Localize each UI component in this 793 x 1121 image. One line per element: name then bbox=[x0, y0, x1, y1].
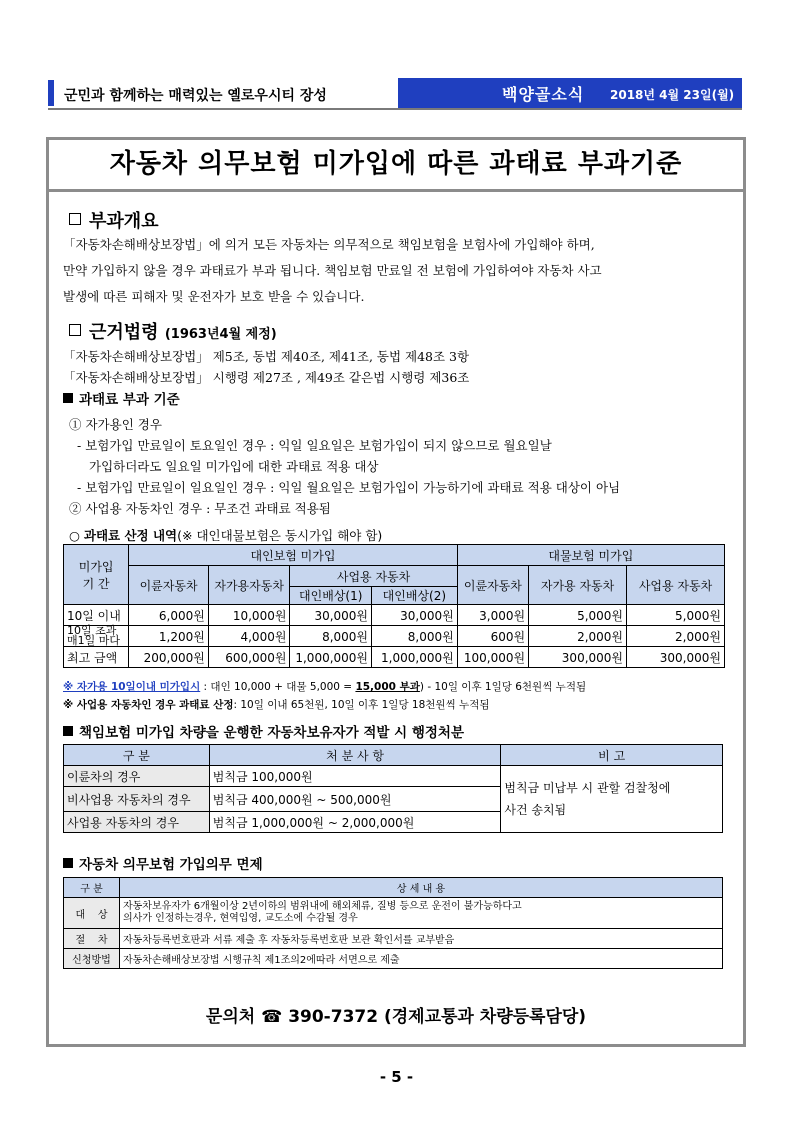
section-law-heading: 근거법령 (1963년4월 제정) bbox=[69, 318, 277, 344]
square-bullet-icon bbox=[69, 324, 81, 336]
penalty-col-type: 구 분 bbox=[64, 745, 210, 766]
newsletter-header bbox=[48, 78, 742, 110]
daein-2-header: 대인배상(2) bbox=[372, 587, 458, 605]
table-row: 이륜차의 경우 범칙금 100,000원 범칙금 미납부 시 관할 검찰청에 사건 송치됨 bbox=[64, 766, 723, 787]
bike-header: 이륜자동차 bbox=[129, 566, 209, 605]
fee-criteria-heading: 과태료 부과 기준 bbox=[63, 388, 180, 408]
table-row: 비사업용 자동차의 경우 범칙금 400,000원 ~ 500,000원 bbox=[64, 787, 723, 812]
section-overview-heading: 부과개요 bbox=[69, 207, 159, 233]
exemption-col-detail: 상 세 내 용 bbox=[119, 878, 722, 898]
business-header: 사업용 자동차 bbox=[290, 566, 457, 587]
header-accent-bar bbox=[48, 80, 54, 106]
penalty-col-action: 처 분 사 항 bbox=[209, 745, 501, 766]
square-bullet-icon bbox=[69, 213, 81, 225]
section-law-text: 「자동차손해배상보장법」 제5조, 동법 제40조, 제41조, 동법 제48조 3항 「자동차손해배상보장법」 시행령 제27조 , 제49조 같은법 시행령 제36조 bbox=[63, 349, 470, 385]
period-header: 미가입 기 간 bbox=[64, 545, 129, 605]
daein-1-header: 대인배상(1) bbox=[290, 587, 372, 605]
fee-note-private: ※ 자가용 10일이내 미가입시 : 대인 10,000 + 대물 5,000 = 15,000 부과) - 10일 이후 1일당 6천원씩 누적됨 bbox=[63, 681, 587, 693]
fee-calc-heading: ○ 과태료 산정 내역(※ 대인대물보험은 동시가입 해야 함) bbox=[69, 528, 383, 543]
page-number: - 5 - bbox=[379, 1068, 414, 1086]
penalty-heading: 책임보험 미가입 차량을 운행한 자동차보유자가 적발 시 행정처분 bbox=[63, 721, 464, 741]
bike-header-2: 이륜자동차 bbox=[457, 566, 528, 605]
black-square-icon bbox=[63, 726, 73, 736]
exemption-col-type: 구 분 bbox=[64, 878, 120, 898]
fee-table bbox=[63, 544, 725, 668]
fee-note-business: ※ 사업용 자동차인 경우 과태료 산정: 10일 이내 65천원, 10일 이후 1일당 18천원씩 누적됨 bbox=[63, 699, 490, 711]
table-row: 사업용 자동차의 경우 범칙금 1,000,000원 ~ 2,000,000원 bbox=[64, 812, 723, 833]
table-row: 절 차 자동차등록번호판과 서류 제출 후 자동차등록번호판 보관 확인서를 교부받음 bbox=[64, 929, 723, 949]
black-square-icon bbox=[63, 393, 73, 403]
daein-header: 대인보험 미가입 bbox=[129, 545, 457, 566]
article-title: 자동차 의무보험 미가입에 따른 과태료 부과기준 bbox=[49, 140, 743, 192]
exemption-heading: 자동차 의무보험 가입의무 면제 bbox=[63, 853, 263, 873]
black-square-icon bbox=[63, 858, 73, 868]
contact-info: 문의처 ☎ 390-7372 (경제교통과 차량등록담당) bbox=[205, 1007, 587, 1027]
daemul-header: 대물보험 미가입 bbox=[457, 545, 724, 566]
header-slogan: 군민과 함께하는 매력있는 옐로우시티 장성 bbox=[64, 88, 327, 104]
penalty-table bbox=[63, 744, 723, 833]
issue-date: 2018년 4월 23일(월) bbox=[610, 88, 735, 102]
table-row: 10일 초과 매1일 마다 1,200원 4,000원 8,000원 8,000원 600원 2,000원 2,000원 bbox=[64, 626, 725, 647]
exemption-table bbox=[63, 877, 723, 969]
table-row: 대 상 자동차보유자가 6개월이상 2년이하의 범위내에 해외체류, 질병 등으로 운전이 불가능하다고 의사가 인정하는경우, 현역입영, 교도소에 수감될 경우 bbox=[64, 898, 723, 929]
business-header-2: 사업용 자동차 bbox=[627, 566, 725, 605]
table-row: 10일 이내 6,000원 10,000원 30,000원 30,000원 3,000원 5,000원 5,000원 bbox=[64, 605, 725, 626]
penalty-col-remark: 비 고 bbox=[501, 745, 723, 766]
table-row: 신청방법 자동차손해배상보장법 시행규칙 제1조의2에따라 서면으로 제출 bbox=[64, 949, 723, 969]
header-badge bbox=[398, 78, 742, 108]
private-header: 자가용자동차 bbox=[208, 566, 290, 605]
newsletter-name: 백양골소식 bbox=[502, 85, 585, 104]
article-frame bbox=[46, 137, 746, 1047]
fee-criteria-text: ① 자가용인 경우 - 보험가입 만료일이 토요일인 경우 : 익일 일요일은 보험가입이 되지 않으므로 월요일날 가입하더라도 일요일 미가입에 대한 과태료 적용 대상 - 보험가입 만료일이 일요일인 경우 : 익일 월요일은 보험가입이 가능하기에 과태료 적용 대상이 아님 ② 사업용 자동차인 경우 : 무조건 과태료 적용됨 bbox=[69, 417, 621, 516]
section-overview-text: 「자동차손해배상보장법」에 의거 모든 자동차는 의무적으로 책임보험을 보험사에 가입해야 하며, 만약 가입하지 않을 경우 과태료가 부과 됩니다. 책임보험 만료일 전 보험에 가입하여야 자동차 사고 발생에 따른 피해자 및 운전자가 보호 받을 수 있습니다. bbox=[63, 237, 602, 304]
private-header-2: 자가용 자동차 bbox=[529, 566, 627, 605]
table-row: 최고 금액 200,000원 600,000원 1,000,000원 1,000,000원 100,000원 300,000원 300,000원 bbox=[64, 647, 725, 668]
